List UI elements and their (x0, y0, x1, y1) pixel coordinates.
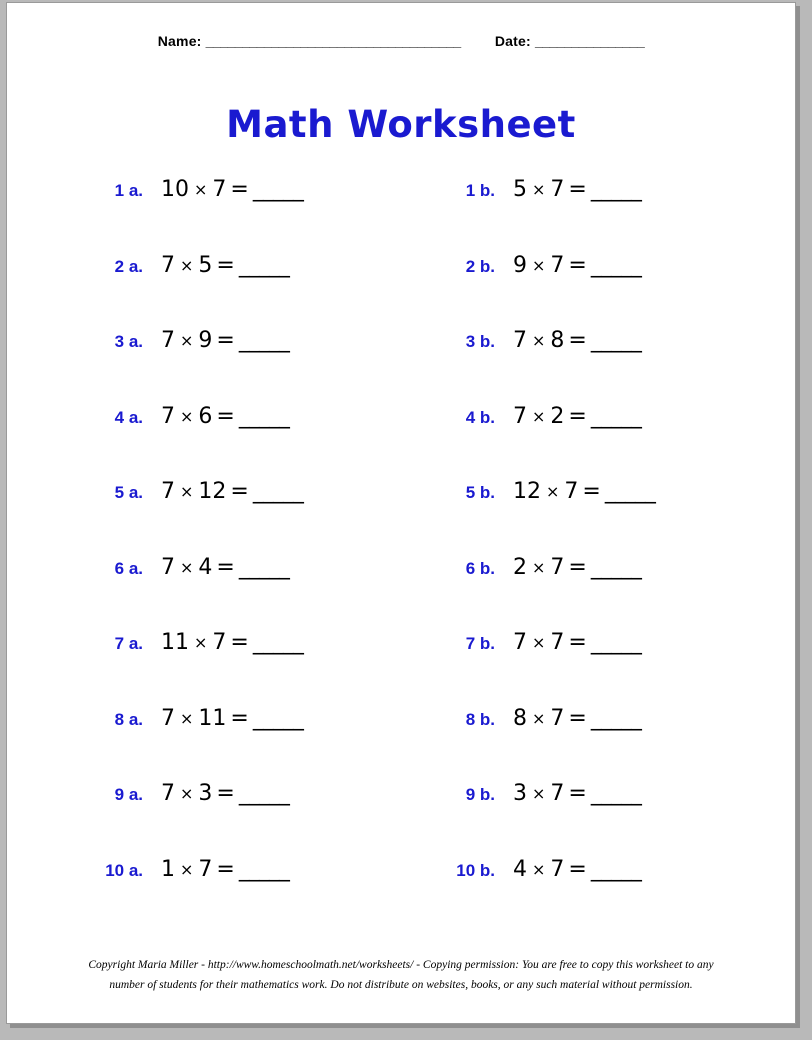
operand-b: 7 (550, 781, 565, 806)
times-icon: × (180, 482, 194, 501)
operand-b: 3 (198, 781, 213, 806)
equals-sign: = (230, 177, 249, 202)
times-icon: × (180, 406, 194, 426)
times-icon: × (180, 331, 194, 350)
problem-expression (495, 779, 641, 806)
times-icon: × (532, 331, 546, 350)
answer-blank[interactable]: _____ (590, 705, 641, 731)
problem-row (7, 855, 795, 931)
operand-a: 7 (161, 781, 175, 806)
answer-blank[interactable]: _____ (252, 630, 303, 655)
problem-expression (143, 704, 303, 731)
answer-blank[interactable]: _____ (590, 554, 641, 580)
problem-label: 3 a. (114, 332, 143, 351)
answer-blank[interactable]: _____ (590, 252, 641, 278)
operand-b: 7 (550, 554, 565, 580)
problem-expression (495, 553, 641, 580)
problem-cell (7, 175, 401, 251)
operand-a: 10 (161, 177, 189, 202)
date-blank[interactable]: _______________ (534, 33, 645, 49)
equals-sign: = (568, 403, 587, 429)
problem-row (7, 553, 795, 629)
problem-cell (7, 402, 401, 478)
name-blank[interactable]: ___________________________________ (205, 33, 461, 49)
answer-blank[interactable]: _____ (238, 328, 289, 353)
equals-sign: = (582, 479, 601, 504)
equals-sign: = (568, 328, 587, 353)
operand-a: 7 (513, 630, 527, 655)
problem-cell (401, 402, 795, 478)
operand-a: 9 (513, 252, 527, 278)
equals-sign: = (230, 705, 249, 731)
times-icon: × (532, 784, 546, 803)
problem-expression (495, 704, 641, 731)
equals-sign: = (568, 781, 587, 806)
problem-cell (7, 855, 401, 931)
problem-row (7, 175, 795, 251)
times-icon: × (532, 180, 546, 199)
problem-label: 4 a. (114, 407, 143, 427)
equals-sign: = (216, 856, 235, 882)
answer-blank[interactable]: _____ (252, 177, 303, 202)
answer-blank[interactable]: _____ (238, 781, 289, 806)
operand-b: 9 (198, 328, 213, 353)
worksheet-page (6, 2, 796, 1024)
problem-cell (7, 251, 401, 327)
answer-blank[interactable]: _____ (252, 479, 303, 504)
equals-sign: = (216, 328, 235, 353)
operand-b: 7 (550, 252, 565, 278)
operand-a: 8 (513, 705, 527, 731)
problem-expression (143, 553, 289, 580)
copyright-footer (7, 955, 795, 995)
problem-cell (401, 855, 795, 931)
times-icon: × (180, 557, 194, 577)
problem-cell (7, 704, 401, 780)
problem-cell (401, 704, 795, 780)
times-icon: × (532, 406, 546, 426)
operand-a: 7 (161, 403, 175, 429)
problem-label: 8 a. (114, 709, 143, 729)
problem-label: 6 b. (465, 558, 495, 578)
problem-label: 5 b. (465, 483, 495, 502)
times-icon: × (180, 708, 194, 728)
problem-label: 10 a. (105, 860, 143, 880)
answer-blank[interactable]: _____ (590, 328, 641, 353)
operand-a: 11 (161, 630, 189, 655)
answer-blank[interactable]: _____ (590, 403, 641, 429)
problem-label: 1 a. (114, 181, 143, 200)
answer-blank[interactable]: _____ (238, 554, 289, 580)
problem-row (7, 326, 795, 402)
operand-a: 7 (513, 403, 527, 429)
problem-expression (143, 251, 289, 278)
operand-b: 7 (550, 630, 565, 655)
problem-cell (7, 779, 401, 855)
equals-sign: = (568, 630, 587, 655)
name-label: Name: (157, 33, 202, 49)
problem-cell (7, 477, 401, 553)
times-icon: × (532, 633, 546, 652)
operand-b: 7 (212, 177, 227, 202)
operand-b: 6 (198, 403, 213, 429)
times-icon: × (546, 482, 560, 501)
operand-a: 2 (513, 554, 527, 580)
problem-expression (143, 779, 289, 806)
times-icon: × (532, 859, 546, 879)
operand-b: 7 (550, 705, 565, 731)
problem-label: 3 b. (465, 332, 495, 351)
problem-cell (7, 326, 401, 402)
problem-expression (143, 628, 303, 655)
equals-sign: = (216, 781, 235, 806)
problem-expression (495, 402, 641, 429)
answer-blank[interactable]: _____ (604, 479, 655, 504)
problem-expression (143, 855, 289, 882)
page-title: Math Worksheet (226, 103, 576, 146)
problem-row (7, 628, 795, 704)
times-icon: × (180, 255, 194, 275)
problem-expression (495, 477, 655, 504)
problem-cell (401, 553, 795, 629)
problem-expression (495, 855, 641, 882)
date-label: Date: (494, 33, 531, 49)
operand-a: 1 (161, 856, 175, 882)
equals-sign: = (568, 252, 587, 278)
operand-b: 12 (198, 479, 227, 504)
name-field-group (158, 33, 461, 49)
times-icon: × (180, 784, 194, 803)
equals-sign: = (216, 554, 235, 580)
times-icon: × (194, 633, 208, 652)
operand-a: 7 (161, 252, 175, 278)
answer-blank[interactable]: _____ (252, 705, 303, 731)
equals-sign: = (230, 479, 249, 504)
problem-label: 9 a. (114, 785, 143, 804)
operand-b: 5 (198, 252, 213, 278)
times-icon: × (194, 180, 208, 199)
problem-expression (495, 175, 641, 202)
answer-blank[interactable]: _____ (238, 403, 289, 429)
problem-label: 10 b. (456, 860, 495, 880)
problem-label: 7 b. (465, 634, 495, 653)
problem-label: 5 a. (114, 483, 143, 502)
operand-b: 4 (198, 554, 213, 580)
answer-blank[interactable]: _____ (590, 177, 641, 202)
problem-cell (401, 175, 795, 251)
answer-blank[interactable]: _____ (238, 252, 289, 278)
equals-sign: = (216, 252, 235, 278)
equals-sign: = (568, 856, 587, 882)
problem-grid (7, 175, 795, 930)
problem-cell (401, 251, 795, 327)
equals-sign: = (568, 554, 587, 580)
problem-label: 1 b. (465, 181, 495, 200)
equals-sign: = (568, 705, 587, 731)
times-icon: × (532, 708, 546, 728)
operand-b: 7 (550, 856, 565, 882)
operand-a: 7 (161, 554, 175, 580)
copyright-line-1: Copyright Maria Miller - http://www.homeschoolmath.net/worksheets/ - Copying permission: You are free to copy this worksheet to any (88, 958, 714, 971)
operand-b: 7 (212, 630, 227, 655)
problem-cell (401, 628, 795, 704)
problem-label: 4 b. (465, 407, 495, 427)
times-icon: × (180, 859, 194, 879)
times-icon: × (532, 557, 546, 577)
answer-blank[interactable]: _____ (590, 781, 641, 806)
problem-cell (7, 553, 401, 629)
operand-b: 7 (198, 856, 213, 882)
operand-b: 8 (550, 328, 565, 353)
student-info-header (7, 33, 795, 49)
operand-b: 11 (198, 705, 227, 731)
problem-cell (401, 326, 795, 402)
operand-b: 7 (564, 479, 579, 504)
problem-expression (143, 402, 289, 429)
operand-b: 7 (550, 177, 565, 202)
operand-a: 3 (513, 781, 527, 806)
problem-cell (401, 477, 795, 553)
equals-sign: = (230, 630, 249, 655)
problem-expression (143, 326, 289, 353)
problem-label: 7 a. (114, 634, 143, 653)
answer-blank[interactable]: _____ (590, 856, 641, 882)
operand-a: 4 (513, 856, 527, 882)
operand-b: 2 (550, 403, 565, 429)
problem-label: 2 a. (114, 256, 143, 276)
copyright-line-2: number of students for their mathematics work. Do not distribute on websites, books, or any such material without permission. (109, 978, 693, 991)
problem-row (7, 251, 795, 327)
problem-row (7, 402, 795, 478)
operand-a: 7 (161, 479, 175, 504)
problem-row (7, 704, 795, 780)
equals-sign: = (216, 403, 235, 429)
problem-label: 6 a. (114, 558, 143, 578)
operand-a: 5 (513, 177, 527, 202)
answer-blank[interactable]: _____ (590, 630, 641, 655)
problem-expression (143, 175, 303, 202)
problem-row (7, 779, 795, 855)
problem-cell (401, 779, 795, 855)
answer-blank[interactable]: _____ (238, 856, 289, 882)
operand-a: 7 (161, 705, 175, 731)
problem-expression (143, 477, 303, 504)
equals-sign: = (568, 177, 587, 202)
times-icon: × (532, 255, 546, 275)
problem-label: 9 b. (465, 785, 495, 804)
problem-expression (495, 628, 641, 655)
problem-expression (495, 326, 641, 353)
operand-a: 7 (161, 328, 175, 353)
problem-label: 8 b. (465, 709, 495, 729)
date-field-group (495, 33, 644, 49)
operand-a: 12 (513, 479, 541, 504)
problem-row (7, 477, 795, 553)
problem-label: 2 b. (465, 256, 495, 276)
problem-expression (495, 251, 641, 278)
problem-cell (7, 628, 401, 704)
operand-a: 7 (513, 328, 527, 353)
